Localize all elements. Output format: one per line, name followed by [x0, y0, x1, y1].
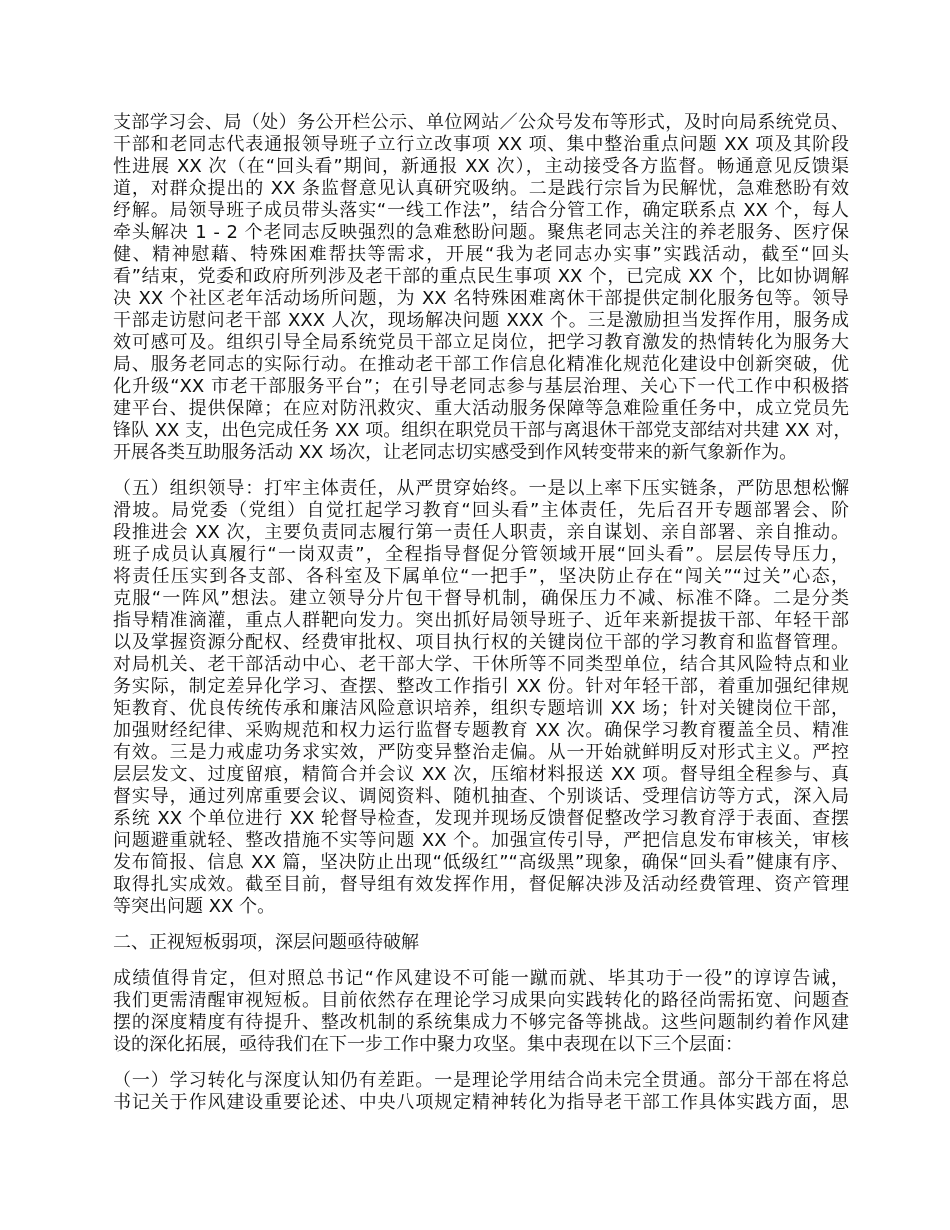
text-line: 干部和老同志代表通报领导班子立行立改事项 XX 项、集中整治重点问题 XX 项及其阶段	[113, 134, 849, 155]
text-line: 锋队 XX 支，出色完成任务 XX 项。组织在职党员干部与离退休干部党支部结对共建 XX 对，	[113, 420, 852, 441]
text-line: 系统 XX 个单位进行 XX 轮督导检查，发现并现场反馈督促整改学习教育浮于表面、查摆	[113, 808, 849, 829]
text-line: 加强财经纪律、采购规范和权力运行监督专题教育 XX 次。确保学习教育覆盖全员、精准	[113, 720, 849, 741]
text-line: 效可感可及。组织引导全局系统党员干部立足岗位，把学习教育激发的热情转化为服务大	[113, 332, 849, 353]
text-line: 矩教育、优良传统传承和廉洁风险意识培养，组织专题培训 XX 场；针对关键岗位干部，	[113, 698, 849, 719]
text-line: 我们更需清醒审视短板。目前依然存在理论学习成果向实践转化的路径尚需拓宽、问题查	[113, 990, 849, 1011]
text-line: 干部走访慰问老干部 XXX 人次，现场解决问题 XXX 个。三是激励担当发挥作用，服务成	[113, 310, 849, 331]
paragraph	[113, 478, 849, 918]
paragraph	[113, 968, 849, 1056]
document-body	[113, 112, 852, 1128]
text-line: 设的深化拓展，亟待我们在下一步工作中聚力攻坚。集中表现在以下三个层面：	[113, 1034, 743, 1055]
text-line: （一）学习转化与深度认知仍有差距。一是理论学用结合尚未完全贯通。部分干部在将总	[113, 1070, 849, 1091]
section-heading	[113, 932, 849, 954]
paragraph	[113, 1070, 849, 1114]
text-line: 有效。三是力戒虚功务求实效，严防变异整治走偏。从一开始就鲜明反对形式主义。严控	[113, 742, 849, 763]
text-line: 对局机关、老干部活动中心、老干部大学、干休所等不同类型单位，结合其风险特点和业	[113, 654, 849, 675]
text-line: 支部学习会、局（处）务公开栏公示、单位网站／公众号发布等形式，及时向局系统党员、	[113, 112, 849, 133]
text-line: 务实际，制定差异化学习、查摆、整改工作指引 XX 份。针对年轻干部，着重加强纪律规	[113, 676, 849, 697]
text-line: 书记关于作风建设重要论述、中央八项规定精神转化为指导老干部工作具体实践方面，思	[113, 1092, 849, 1113]
text-line: 道，对群众提出的 XX 条监督意见认真研究吸纳。二是践行宗旨为民解忧，急难愁盼有效	[113, 178, 849, 199]
text-line: 指导精准滴灌，重点人群靶向发力。突出抓好局领导班子、近年来新提拔干部、年轻干部	[113, 610, 849, 631]
text-line: 建平台、提供保障；在应对防汛救灾、重大活动服务保障等急难险重任务中，成立党员先	[113, 398, 849, 419]
text-line: 牵头解决 1 - 2 个老同志反映强烈的急难愁盼问题。聚焦老同志关注的养老服务、医疗保	[113, 222, 849, 243]
text-line: 纾解。局领导班子成员带头落实“一线工作法”，结合分管工作，确定联系点 XX 个，每人	[113, 200, 849, 221]
text-line: 局、服务老同志的实际行动。在推动老干部工作信息化精准化规范化建设中创新突破，优	[113, 354, 849, 375]
text-line: 督实导，通过列席重要会议、调阅资料、随机抽查、个别谈话、受理信访等方式，深入局	[113, 786, 849, 807]
text-line: 开展各类互助服务活动 XX 场次，让老同志切实感受到作风转变带来的新气象新作为。	[113, 442, 798, 463]
text-line: 取得扎实成效。截至目前，督导组有效发挥作用，督促解决涉及活动经费管理、资产管理	[113, 874, 849, 895]
text-line: 克服“一阵风”想法。建立领导分片包干督导机制，确保压力不减、标准不降。二是分类	[113, 588, 849, 609]
text-line: 段推进会 XX 次，主要负责同志履行第一责任人职责，亲自谋划、亲自部署、亲自推动。	[113, 522, 849, 543]
text-line: 班子成员认真履行“一岗双责”，全程指导督促分管领域开展“回头看”。层层传导压力，	[113, 544, 849, 565]
text-line: 性进展 XX 次（在“回头看”期间，新通报 XX 次），主动接受各方监督。畅通意见反馈渠	[113, 156, 849, 177]
text-line: 等突出问题 XX 个。	[113, 896, 276, 917]
text-line: 问题避重就轻、整改措施不实等问题 XX 个。加强宣传引导，严把信息发布审核关，审核	[113, 830, 849, 851]
text-line: 摆的深度精度有待提升、整改机制的系统集成力不够完备等挑战。这些问题制约着作风建	[113, 1012, 849, 1033]
text-line: 发布简报、信息 XX 篇，坚决防止出现“低级红”“高级黑”现象，确保“回头看”健康有序、	[113, 852, 849, 873]
paragraph	[113, 112, 852, 464]
text-line: 成绩值得肯定，但对照总书记“作风建设不可能一蹴而就、毕其功于一役”的谆谆告诫，	[113, 968, 849, 989]
text-line: 滑坡。局党委（党组）自觉扛起学习教育“回头看”主体责任，先后召开专题部署会、阶	[113, 500, 849, 521]
text-line: 将责任压实到各支部、各科室及下属单位“一把手”，坚决防止存在“闯关”“过关”心态，	[113, 566, 849, 587]
text-line: （五）组织领导：打牢主体责任，从严贯穿始终。一是以上率下压实链条，严防思想松懈	[113, 478, 849, 499]
text-line: 健、精神慰藉、特殊困难帮扶等需求，开展“我为老同志办实事”实践活动，截至“回头	[113, 244, 849, 265]
text-line: 层层发文、过度留痕，精简合并会议 XX 次，压缩材料报送 XX 项。督导组全程参与、真	[113, 764, 849, 785]
text-line: 看”结束，党委和政府所列涉及老干部的重点民生事项 XX 个，已完成 XX 个，比如协调解	[113, 266, 849, 287]
text-line: 二、正视短板弱项，深层问题亟待破解	[113, 932, 419, 953]
text-line: 决 XX 个社区老年活动场所问题，为 XX 名特殊困难离休干部提供定制化服务包等。领导	[113, 288, 849, 309]
text-line: 以及掌握资源分配权、经费审批权、项目执行权的关键岗位干部的学习教育和监督管理。	[113, 632, 849, 653]
text-line: 化升级“XX 市老干部服务平台”；在引导老同志参与基层治理、关心下一代工作中积极搭	[113, 376, 849, 397]
